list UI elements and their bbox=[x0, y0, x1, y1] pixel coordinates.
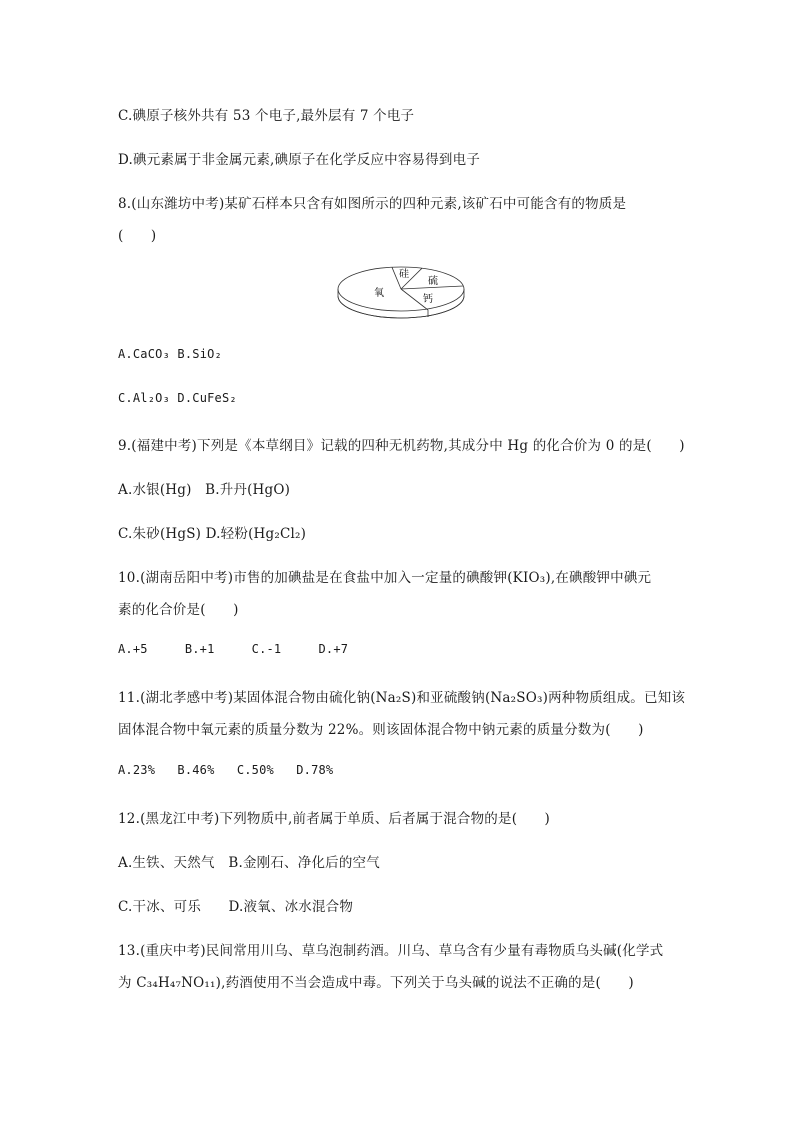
q8-option-b: B.SiO₂ bbox=[177, 347, 222, 361]
q12-stem: 12.(黑龙江中考)下列物质中,前者属于单质、后者属于混合物的是( ) bbox=[118, 811, 551, 827]
q9-option-a: A.水银(Hg) bbox=[118, 482, 192, 498]
q11-stem-cont: 固体混合物中氧元素的质量分数为 22%。则该固体混合物中钠元素的质量分数为( ) bbox=[118, 722, 644, 738]
q9-option-d: D.轻粉(Hg₂Cl₂) bbox=[205, 526, 307, 542]
q8-option-c: C.Al₂O₃ bbox=[118, 391, 170, 405]
q12-options-cd: C.干冰、可乐 D.液氧、冰水混合物 bbox=[118, 899, 354, 915]
q9-options-ab bbox=[118, 478, 290, 498]
element-pie-diagram bbox=[336, 262, 466, 326]
q10-option-a: A.+5 bbox=[118, 642, 148, 656]
q11-option-b: B.46% bbox=[177, 763, 215, 777]
q10-option-c: C.-1 bbox=[251, 642, 282, 656]
c7-option: C.碘原子核外共有 53 个电子,最外层有 7 个电子 bbox=[118, 108, 415, 124]
q9-stem: 9.(福建中考)下列是《本草纲目》记载的四种无机药物,其成分中 Hg 的化合价为 0 的是( ) bbox=[118, 438, 685, 454]
q9-option-b: B.升丹(HgO) bbox=[205, 482, 291, 498]
q10-options bbox=[118, 642, 348, 656]
pie-label-oxygen: 氧 bbox=[374, 288, 384, 299]
q8-stem: 8.(山东潍坊中考)某矿石样本只含有如图所示的四种元素,该矿石中可能含有的物质是 bbox=[118, 196, 627, 212]
q10-option-d: D.+7 bbox=[318, 642, 349, 656]
q13-stem: 13.(重庆中考)民间常用川乌、草乌泡制药酒。川乌、草乌含有少量有毒物质乌头碱(化学式 bbox=[118, 943, 664, 959]
q12-options-ab: A.生铁、天然气 B.金刚石、净化后的空气 bbox=[118, 855, 380, 871]
q9-options-cd bbox=[118, 522, 306, 542]
q8-options-cd bbox=[118, 391, 237, 405]
q13-stem-cont: 为 C₃₄H₄₇NO₁₁),药酒使用不当会造成中毒。下列关于乌头碱的说法不正确的是( ) bbox=[118, 975, 634, 991]
q10-stem-cont: 素的化合价是( ) bbox=[118, 602, 239, 618]
pie-label-calcium: 钙 bbox=[423, 294, 433, 305]
q8-option-d: D.CuFeS₂ bbox=[177, 391, 237, 405]
q11-option-c: C.50% bbox=[236, 763, 274, 777]
q8-options-ab bbox=[118, 347, 222, 361]
q11-stem: 11.(湖北孝感中考)某固体混合物由硫化钠(Na₂S)和亚硫酸钠(Na₂SO₃)两种物质组成。已知该 bbox=[118, 690, 686, 706]
q11-option-a: A.23% bbox=[118, 763, 156, 777]
q11-options bbox=[118, 763, 333, 777]
q9-option-c: C.朱砂(HgS) bbox=[118, 526, 202, 542]
q10-option-b: B.+1 bbox=[184, 642, 215, 656]
q8-blank: ( ) bbox=[118, 228, 157, 244]
q11-option-d: D.78% bbox=[296, 763, 334, 777]
pie-label-silicon: 硅 bbox=[399, 269, 409, 280]
d7-option: D.碘元素属于非金属元素,碘原子在化学反应中容易得到电子 bbox=[118, 152, 481, 168]
q8-option-a: A.CaCO₃ bbox=[118, 347, 170, 361]
q10-stem: 10.(湖南岳阳中考)市售的加碘盐是在食盐中加入一定量的碘酸钾(KIO₃),在碘酸钾中碘元 bbox=[118, 570, 652, 586]
pie-label-sulfur: 硫 bbox=[428, 276, 438, 287]
